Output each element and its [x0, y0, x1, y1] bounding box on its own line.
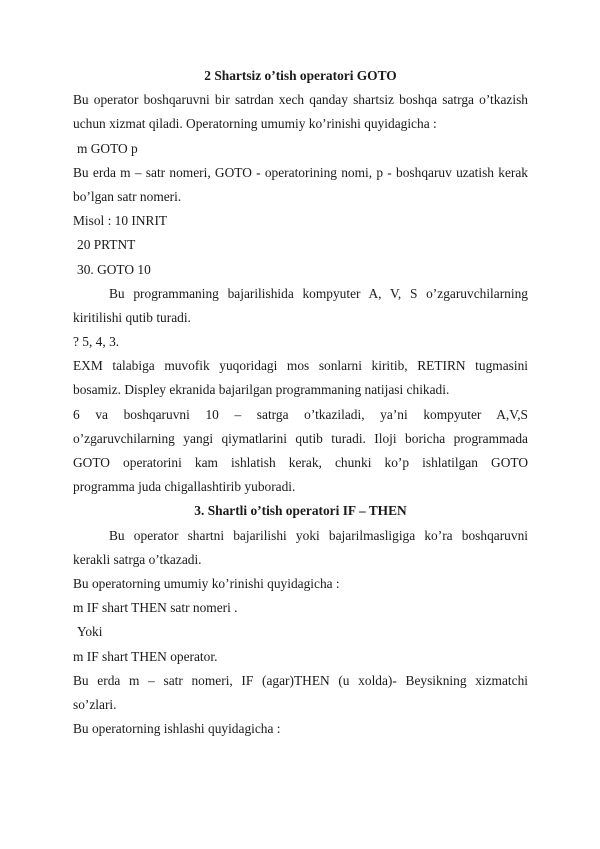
- syntax-line: Yoki: [77, 624, 103, 640]
- example-line: Misol : 10 INRIT: [73, 213, 168, 229]
- section-heading-goto: 2 Shartsiz o’tish operatori GOTO: [204, 68, 397, 83]
- section-heading-if-then: 3. Shartli o’tish operatori IF – THEN: [194, 503, 407, 519]
- syntax-line: m IF shart THEN operator.: [73, 648, 218, 664]
- paragraph-line: Bu erda m – satr nomeri, IF (agar)THEN (u xolda)- Beysikning xizmatchi: [73, 672, 528, 688]
- example-line: 30. GOTO 10: [77, 261, 151, 277]
- paragraph-line: uchun xizmat qiladi. Operatorning umumiy ko’rinishi quyidagicha :: [73, 116, 437, 132]
- paragraph-line: Bu operatorning umumiy ko’rinishi quyidagicha :: [73, 575, 340, 591]
- paragraph-line: Bu operator shartni bajarilishi yoki bajarilmasligiga ko’ra boshqaruvni: [109, 527, 528, 543]
- paragraph-line: 6 va boshqaruvni 10 – satrga o’tkaziladi, ya’ni kompyuter A,V,S: [73, 406, 528, 422]
- example-line: 20 PRTNT: [77, 237, 136, 253]
- paragraph-line: Bu programmaning bajarilishida kompyuter A, V, S o’zgaruvchilarning: [109, 285, 528, 301]
- paragraph-line: bo’lgan satr nomeri.: [73, 188, 182, 204]
- paragraph-line: so’zlari.: [73, 696, 117, 712]
- paragraph-line: kiritilishi qutib turadi.: [73, 309, 191, 325]
- paragraph-line: GOTO operatorini kam ishlatish kerak, chunki ko’p ishlatilgan GOTO: [73, 455, 528, 470]
- paragraph-line: Bu operator boshqaruvni bir satrdan xech qanday shartsiz boshqa satrga o’tkazish: [73, 92, 528, 108]
- paragraph-line: o’zgaruvchilarning yangi qiymatlarini qutib turadi. Iloji boricha programmada: [73, 430, 528, 446]
- paragraph-line: kerakli satrga o’tkazadi.: [73, 551, 202, 567]
- paragraph-line: programma juda chigallashtirib yuboradi.: [73, 479, 296, 495]
- paragraph-line: bosamiz. Displey ekranida bajarilgan programmaning natijasi chikadi.: [73, 382, 450, 398]
- paragraph-line: Bu operatorning ishlashi quyidagicha :: [73, 721, 281, 737]
- document-page: [73, 64, 528, 741]
- paragraph-line: EXM talabiga muvofik yuqoridagi mos sonlarni kiritib, RETIRN tugmasini: [73, 358, 528, 374]
- syntax-line: m IF shart THEN satr nomeri .: [73, 600, 238, 616]
- example-line: ? 5, 4, 3.: [73, 334, 120, 350]
- paragraph-line: Bu erda m – satr nomeri, GOTO - operatorining nomi, p - boshqaruv uzatish kerak: [73, 164, 528, 180]
- syntax-line: m GOTO p: [77, 140, 138, 156]
